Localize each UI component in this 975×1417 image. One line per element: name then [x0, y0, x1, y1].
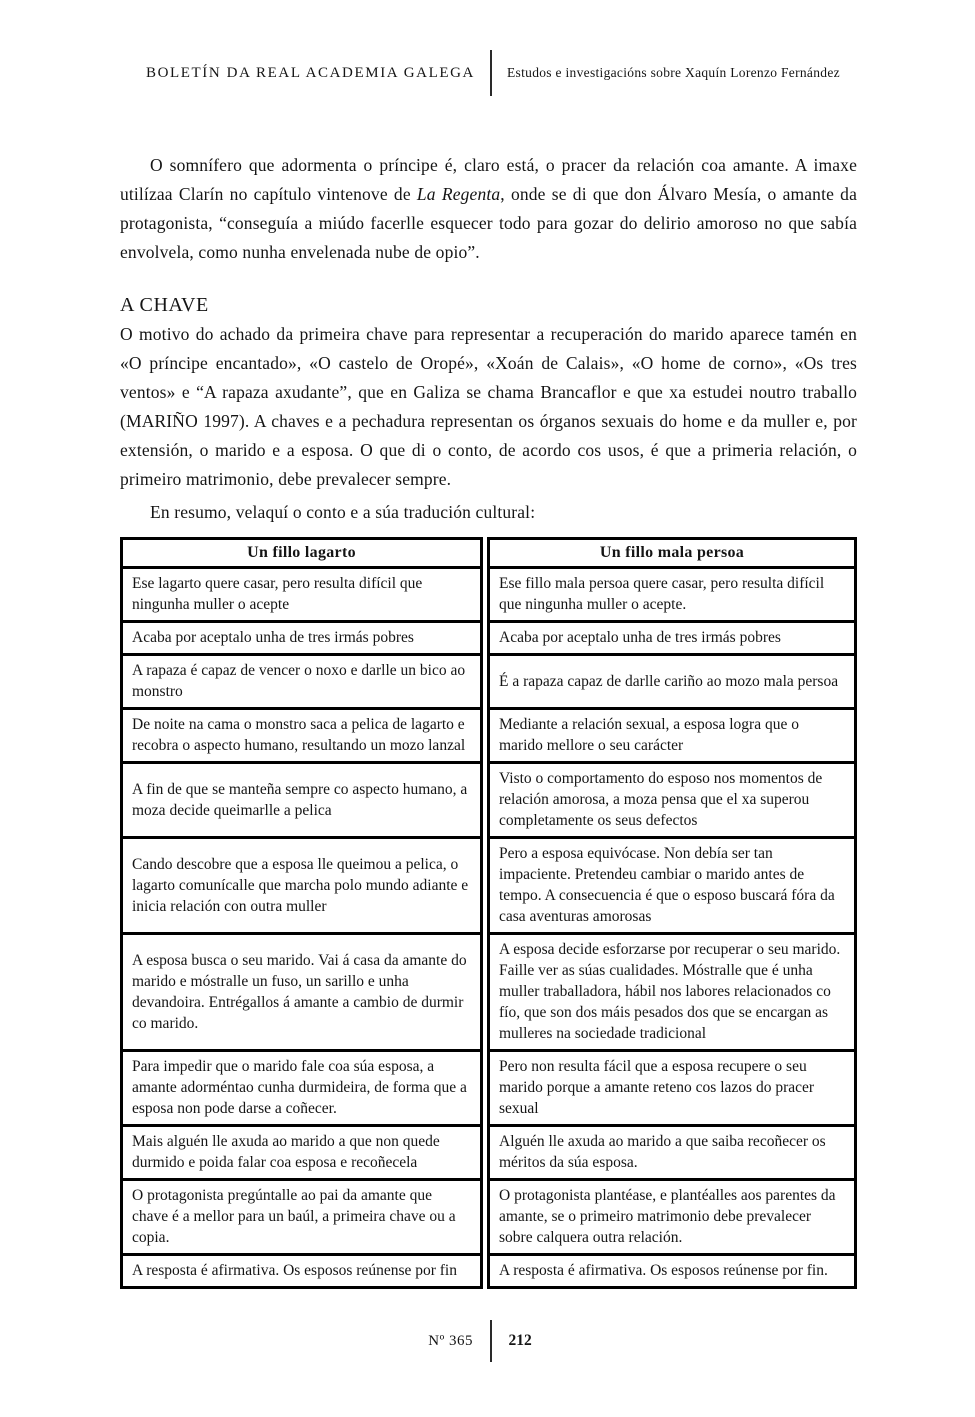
running-header	[0, 50, 975, 96]
column-gap	[482, 709, 489, 763]
cell-interpretation: Mediante a relación sexual, a esposa logra que o marido mellore o seu carácter	[489, 709, 856, 763]
cell-tale: Cando descobre que a esposa lle queimou a pelica, o lagarto comunícalle que marcha polo mundo adiante e inicia relación con outra muller	[122, 838, 482, 934]
intro-text-after: , onde se di que don Álvaro Mesía, o amante da protagonista, “conseguía a miúdo facerlle esquecer todo para gozar do delirio amoroso no que sabía envolvela, como nunha envelenada nube de opio”.	[120, 184, 857, 262]
page-number: 212	[508, 1332, 532, 1349]
book-title-la-regenta: La Regenta	[416, 184, 501, 204]
column-gap	[482, 1180, 489, 1255]
cell-tale: Mais alguén lle axuda ao marido a que non quede durmido e poida falar coa esposa e recoñecela	[122, 1126, 482, 1180]
table-row	[122, 838, 856, 934]
cell-tale: A fin de que se manteña sempre co aspecto humano, a moza decide queimarlle a pelica	[122, 763, 482, 838]
cell-tale: A esposa busca o seu marido. Vai á casa da amante do marido e móstralle un fuso, un sarillo e unha devandoira. Entrégallos á amante a cambio de durmir co marido.	[122, 934, 482, 1051]
issue-number: Nº 365	[428, 1332, 473, 1349]
cell-tale: A resposta é afirmativa. Os esposos reúnense por fin	[122, 1255, 482, 1288]
table-row	[122, 709, 856, 763]
column-gap	[482, 539, 489, 568]
issue-subtitle: Estudos e investigacións sobre Xaquín Lorenzo Fernández	[507, 65, 840, 80]
cell-tale: Para impedir que o marido fale coa súa esposa, a amante adorméntao cunha durmideira, de forma que a esposa non pode darse a coñecer.	[122, 1051, 482, 1126]
cell-interpretation: O protagonista plantéase, e plantéalles aos parentes da amante, se o primeiro matrimonio debe prevalecer sobre calquera outra relación.	[489, 1180, 856, 1255]
cell-interpretation: Pero non resulta fácil que a esposa recupere o seu marido porque a amante reteno cos lazos do pracer sexual	[489, 1051, 856, 1126]
table-row	[122, 655, 856, 709]
table-row	[122, 763, 856, 838]
table-row	[122, 1180, 856, 1255]
journal-title: BOLETÍN DA REAL ACADEMIA GALEGA	[145, 64, 475, 81]
cell-tale: De noite na cama o monstro saca a pelica de lagarto e recobra o aspecto humano, resultando un mozo lanzal	[122, 709, 482, 763]
column-gap	[482, 934, 489, 1051]
table-row	[122, 1126, 856, 1180]
cell-interpretation: Acaba por aceptalo unha de tres irmás pobres	[489, 622, 856, 655]
column-gap	[482, 622, 489, 655]
table-row	[122, 1255, 856, 1288]
column-gap	[482, 1051, 489, 1126]
intro-paragraph	[120, 151, 857, 267]
table-row	[122, 934, 856, 1051]
cell-interpretation: Ese fillo mala persoa quere casar, pero resulta difícil que ningunha muller o acepte.	[489, 568, 856, 622]
column-header-right: Un fillo mala persoa	[489, 539, 856, 568]
column-gap	[482, 1255, 489, 1288]
column-header-left: Un fillo lagarto	[122, 539, 482, 568]
comparison-table	[120, 537, 857, 1289]
section-heading: A CHAVE	[120, 294, 209, 316]
cell-interpretation: A esposa decide esforzarse por recuperar o seu marido. Faille ver as súas cualidades. Móstralle que é unha muller traballadora, hábil nos labores relacionados co fío, que son dos máis pesados dos que se encargan as mulleres na sociedade tradicional	[489, 934, 856, 1051]
column-gap	[482, 838, 489, 934]
table-row	[122, 568, 856, 622]
column-gap	[482, 655, 489, 709]
column-gap	[482, 568, 489, 622]
cell-tale: Ese lagarto quere casar, pero resulta difícil que ningunha muller o acepte	[122, 568, 482, 622]
cell-tale: O protagonista pregúntalle ao pai da amante que chave é a mellor para un baúl, a primeira chave ou a copia.	[122, 1180, 482, 1255]
table-row	[122, 622, 856, 655]
page-footer	[0, 1320, 975, 1362]
cell-interpretation: É a rapaza capaz de darlle cariño ao mozo mala persoa	[489, 655, 856, 709]
cell-interpretation: Alguén lle axuda ao marido a que saiba recoñecer os méritos da súa esposa.	[489, 1126, 856, 1180]
table-header-row	[122, 539, 856, 568]
cell-tale: A rapaza é capaz de vencer o noxo e darlle un bico ao monstro	[122, 655, 482, 709]
cell-interpretation: A resposta é afirmativa. Os esposos reúnense por fin.	[489, 1255, 856, 1288]
table-lead-in: En resumo, velaquí o conto e a súa tradución cultural:	[150, 502, 536, 522]
column-gap	[482, 763, 489, 838]
section-paragraph: O motivo do achado da primeira chave para representar a recuperación do marido aparece tamén en «O príncipe encantado», «O castelo de Oropé», «Xoán de Calais», «O home de corno», «Os tres ventos» e “A rapaza axudante”, que en Galiza se chama Brancaflor e que xa estudei noutro traballo (MARIÑO 1997). A chaves e a pechadura representan os órganos sexuais do home e da muller e, por extensión, o marido e a esposa. O que di o conto, de acordo cos usos, é que a primeria relación, o primeiro matrimonio, debe prevalecer sempre.	[120, 324, 857, 489]
cell-interpretation: Visto o comportamento do esposo nos momentos de relación amorosa, a moza pensa que el xa superou completamente os seus defectos	[489, 763, 856, 838]
cell-tale: Acaba por aceptalo unha de tres irmás pobres	[122, 622, 482, 655]
intro-text-before: O somnífero que adormenta o príncipe é, claro está, o pracer da relación coa amante. A imaxe utilízaa Clarín no capítulo vintenove de	[120, 155, 857, 204]
column-gap	[482, 1126, 489, 1180]
article-body	[120, 151, 857, 1289]
table-row	[122, 1051, 856, 1126]
cell-interpretation: Pero a esposa equivócase. Non debía ser tan impaciente. Pretendeu cambiar o marido antes de tempo. A consecuencia é que o esposo buscará fóra da casa aventuras amorosas	[489, 838, 856, 934]
